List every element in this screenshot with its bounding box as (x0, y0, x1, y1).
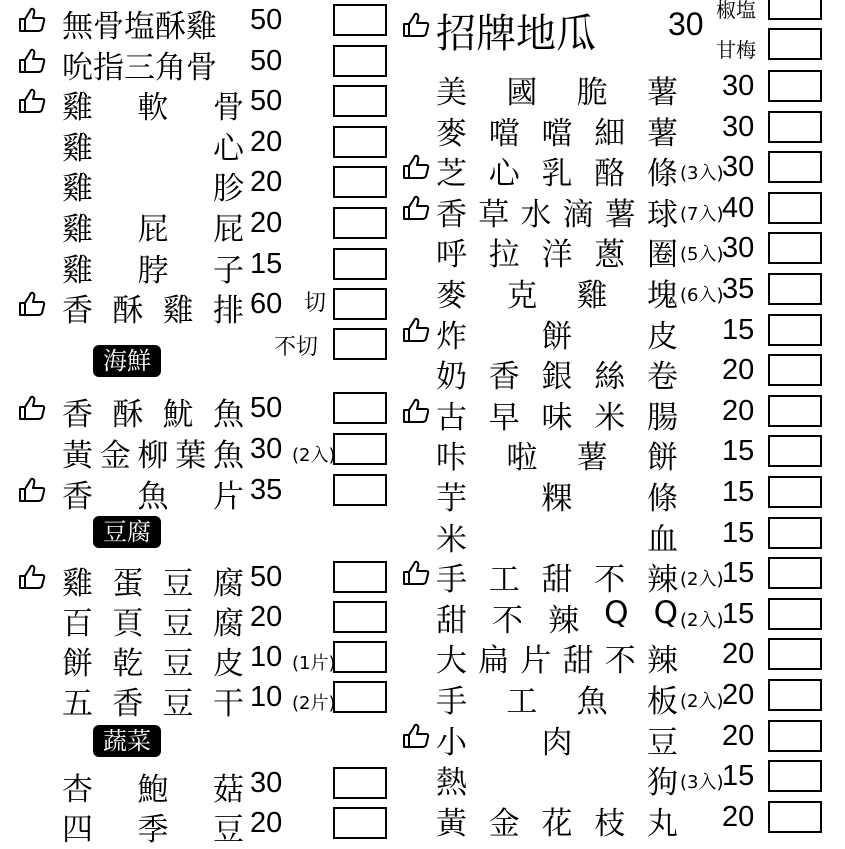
item-name: 杏 鮑 菇 (62, 772, 244, 808)
item-name: 美 國 脆 薯 (436, 75, 678, 111)
item-price: 30 (722, 70, 755, 102)
item-price: 20 (722, 354, 755, 387)
order-checkbox[interactable] (768, 232, 822, 264)
flavor-option-1: 椒塩 (716, 0, 756, 22)
category-label: 豆腐 (93, 516, 161, 548)
item-price: 15 (722, 557, 755, 590)
thumbs-up-icon (398, 558, 434, 588)
signature-name: 招牌地瓜 (436, 11, 596, 57)
order-checkbox[interactable] (333, 641, 387, 673)
order-checkbox[interactable] (768, 598, 822, 630)
item-price: 15 (722, 313, 755, 346)
item-name: 雞 屁 屁 (62, 212, 244, 248)
item-name: 無骨塩酥雞 (62, 9, 217, 45)
order-checkbox[interactable] (333, 433, 387, 465)
item-name: 呼 拉 洋 蔥 圈 (436, 237, 678, 274)
item-price: 10 (250, 681, 283, 713)
order-checkbox[interactable] (333, 474, 387, 506)
item-name: 炸 餅 皮 (436, 318, 678, 355)
item-price: 50 (250, 392, 283, 424)
thumbs-up-icon (14, 5, 50, 35)
order-checkbox[interactable] (768, 70, 822, 102)
thumbs-up-icon (398, 396, 434, 426)
item-price: 20 (722, 638, 755, 671)
thumbs-up-icon (398, 10, 434, 40)
order-checkbox[interactable] (333, 4, 387, 36)
item-note: (1片) (292, 653, 336, 674)
order-checkbox[interactable] (768, 720, 822, 752)
order-checkbox[interactable] (333, 288, 387, 320)
item-price: 30 (722, 151, 755, 184)
thumbs-up-icon (398, 721, 434, 751)
item-price: 20 (722, 679, 755, 711)
item-price: 50 (250, 561, 283, 593)
order-checkbox[interactable] (768, 0, 822, 20)
order-checkbox[interactable] (768, 638, 822, 670)
item-note: 切 (304, 291, 327, 316)
item-name: 米 血 (436, 521, 678, 558)
order-checkbox[interactable] (333, 807, 387, 839)
item-name: 四 季 豆 (62, 812, 244, 848)
item-price: 20 (722, 394, 755, 427)
signature-price: 30 (668, 6, 704, 42)
item-price: 15 (722, 476, 755, 508)
item-name: 大 扁 片 甜 不 辣 (436, 643, 678, 680)
order-checkbox[interactable] (333, 601, 387, 633)
item-name: 奶 香 銀 絲 卷 (436, 359, 678, 396)
item-price: 15 (722, 516, 755, 549)
order-checkbox[interactable] (333, 561, 387, 593)
item-name: 黃 金 花 枝 丸 (436, 805, 678, 842)
item-note: (2入) (680, 569, 724, 591)
order-checkbox[interactable] (768, 801, 822, 833)
thumbs-up-icon (14, 475, 50, 505)
item-name: 香 酥 雞 排 (62, 293, 244, 330)
item-name: 手 工 甜 不 辣 (436, 562, 678, 599)
item-name: 雞 脖 子 (62, 252, 244, 289)
item-name: 黃 金 柳 葉 魚 (62, 438, 244, 474)
item-note: (3入) (680, 163, 724, 185)
item-price: 35 (250, 474, 283, 506)
item-price: 30 (250, 433, 283, 465)
item-name: 五 香 豆 干 (62, 686, 244, 722)
item-note: (2入) (680, 609, 724, 631)
item-price: 35 (722, 273, 755, 305)
order-checkbox[interactable] (768, 435, 822, 467)
item-price: 20 (250, 207, 283, 239)
order-checkbox[interactable] (768, 111, 822, 143)
item-note: (2入) (680, 691, 724, 712)
item-price: 15 (722, 597, 755, 630)
item-name: 芝 心 乳 酪 條 (436, 156, 678, 193)
order-checkbox[interactable] (768, 273, 822, 305)
item-name: 香 草 水 滴 薯 球 (436, 196, 678, 233)
order-checkbox[interactable] (768, 557, 822, 589)
item-name: 熱 狗 (436, 765, 678, 802)
item-price: 20 (250, 166, 283, 199)
item-price: 15 (722, 760, 755, 793)
item-name: 麥 噹 噹 細 薯 (436, 115, 678, 152)
item-name: 芋 粿 條 (436, 481, 678, 517)
item-note: (2入) (292, 445, 336, 466)
item-price: 50 (250, 4, 283, 36)
thumbs-up-icon (398, 152, 434, 182)
item-price: 15 (722, 435, 755, 468)
item-name: 百 頁 豆 腐 (62, 606, 244, 642)
item-name: 手 工 魚 板 (436, 684, 678, 720)
order-checkbox[interactable] (333, 767, 387, 799)
order-checkbox[interactable] (768, 395, 822, 427)
order-checkbox[interactable] (768, 28, 822, 60)
item-note: (2片) (292, 693, 336, 714)
order-checkbox[interactable] (333, 248, 387, 280)
item-name: 咔 啦 薯 餅 (436, 440, 678, 477)
item-name: 甜 不 辣 Q Q (436, 594, 678, 639)
thumbs-up-icon (14, 393, 50, 423)
order-checkbox[interactable] (768, 192, 822, 224)
item-name: 雞 胗 (62, 171, 244, 208)
thumbs-up-icon (14, 46, 50, 76)
item-name: 麥 克 雞 塊 (436, 278, 678, 314)
order-checkbox[interactable] (768, 760, 822, 792)
item-name: 香 酥 魷 魚 (62, 397, 244, 433)
item-price: 30 (722, 110, 755, 143)
item-price: 50 (250, 44, 283, 77)
thumbs-up-icon (398, 193, 434, 223)
item-price: 15 (250, 247, 283, 280)
order-checkbox[interactable] (333, 328, 387, 360)
cut-option-label: 不切 (274, 335, 319, 360)
item-note: (5入) (680, 244, 724, 266)
item-name: 古 早 味 米 腸 (436, 399, 678, 436)
item-price: 20 (722, 719, 755, 752)
item-price: 60 (250, 288, 283, 321)
order-checkbox[interactable] (768, 517, 822, 549)
flavor-option-2: 甘梅 (716, 38, 756, 62)
item-name: 香 魚 片 (62, 479, 244, 515)
item-price: 20 (722, 800, 755, 833)
thumbs-up-icon (14, 289, 50, 319)
category-label: 蔬菜 (93, 725, 161, 757)
thumbs-up-icon (14, 562, 50, 592)
order-checkbox[interactable] (333, 45, 387, 77)
order-checkbox[interactable] (333, 207, 387, 239)
item-name: 餅 乾 豆 皮 (62, 646, 244, 682)
item-name: 小 肉 豆 (436, 724, 678, 761)
order-checkbox[interactable] (333, 392, 387, 424)
item-name: 雞 心 (62, 130, 244, 167)
item-price: 30 (250, 767, 283, 799)
category-label: 海鮮 (93, 345, 161, 377)
item-note: (6入) (680, 285, 724, 306)
order-checkbox[interactable] (768, 476, 822, 508)
item-note: (7入) (680, 203, 724, 225)
order-checkbox[interactable] (768, 354, 822, 386)
order-checkbox[interactable] (768, 679, 822, 711)
item-price: 10 (250, 641, 283, 673)
item-note: (3入) (680, 772, 724, 794)
item-name: 吮指三角骨 (62, 49, 217, 86)
item-price: 50 (250, 85, 283, 118)
item-price: 40 (722, 191, 755, 224)
item-price: 30 (722, 232, 755, 265)
item-name: 雞 軟 骨 (62, 90, 244, 127)
order-checkbox[interactable] (333, 126, 387, 158)
thumbs-up-icon (14, 86, 50, 116)
order-checkbox[interactable] (768, 151, 822, 183)
item-price: 20 (250, 601, 283, 633)
order-checkbox[interactable] (333, 166, 387, 198)
item-name: 雞 蛋 豆 腐 (62, 566, 244, 602)
order-checkbox[interactable] (333, 85, 387, 117)
thumbs-up-icon (398, 315, 434, 345)
order-checkbox[interactable] (768, 314, 822, 346)
item-price: 20 (250, 125, 283, 158)
order-checkbox[interactable] (333, 681, 387, 713)
item-price: 20 (250, 807, 283, 839)
